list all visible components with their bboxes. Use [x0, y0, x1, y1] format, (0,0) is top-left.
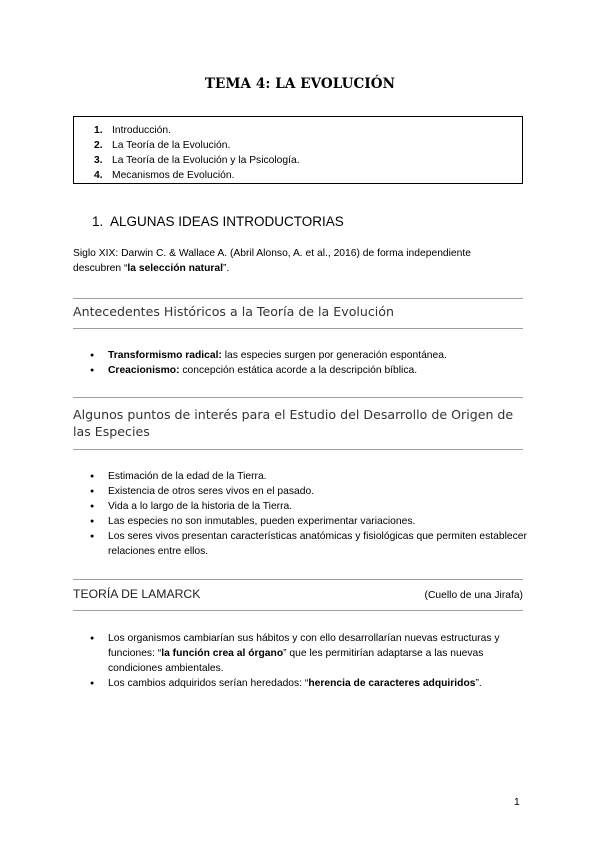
toc-label: Mecanismos de Evolución.: [112, 170, 235, 181]
toc-label: La Teoría de la Evolución y la Psicología.: [112, 155, 300, 166]
toc-label: Introducción.: [112, 125, 171, 136]
item-bold: herencia de caracteres adquiridos: [308, 678, 476, 689]
list-item: [90, 676, 530, 691]
section-title: ALGUNAS IDEAS INTRODUCTORIAS: [110, 214, 344, 229]
page-number: 1: [514, 797, 520, 808]
list-item: ● Los seres vivos presentan características anatómicas y fisiológicas que permiten establecer relaciones entre ellos.: [90, 529, 530, 559]
divider: [73, 449, 523, 450]
divider: [73, 298, 523, 299]
toc-item: [94, 123, 522, 138]
lamarck-list: [90, 631, 530, 691]
item-text: Los cambios adquiridos serían heredados: “: [108, 678, 309, 689]
puntos-list: [90, 469, 530, 559]
divider: [73, 397, 523, 398]
document-title: TEMA 4: LA EVOLUCIÓN: [204, 76, 396, 92]
list-item: ● Las especies no son inmutables, pueden experimentar variaciones.: [90, 514, 530, 529]
list-item: ● Estimación de la edad de la Tierra.: [90, 469, 530, 484]
divider: [73, 328, 523, 329]
list-item: ● Vida a lo largo de la historia de la Tierra.: [90, 499, 530, 514]
intro-bold: la selección natural: [127, 263, 223, 274]
lamarck-heading: TEORÍA DE LAMARCK: [73, 587, 201, 601]
item-text: ”.: [475, 678, 482, 689]
antecedentes-heading: Antecedentes Históricos a la Teoría de la Evolución: [73, 304, 394, 319]
section-heading: [92, 214, 344, 229]
lamarck-note: (Cuello de una Jirafa): [424, 590, 523, 601]
item-text: las especies surgen por generación espontánea.: [221, 350, 447, 361]
section-number: 1.: [92, 214, 104, 229]
toc-number: 3.: [94, 155, 103, 166]
list-item: ● Existencia de otros seres vivos en el pasado.: [90, 484, 530, 499]
intro-line: [73, 261, 523, 276]
item-bold: la función crea al órgano: [161, 648, 284, 659]
intro-line: Siglo XIX: Darwin C. & Wallace A. (Abril Alonso, A. et al., 2016) de forma independiente: [73, 248, 471, 259]
intro-text: descubren “: [73, 263, 128, 274]
divider: [73, 610, 523, 611]
toc-item: [94, 168, 522, 183]
toc-number: 4.: [94, 170, 103, 181]
item-bold: Transformismo radical:: [108, 350, 222, 361]
item-bold: Creacionismo:: [108, 365, 180, 376]
item-text: ” que les permitirían adaptarse a las nuevas condiciones ambientales.: [108, 648, 484, 674]
item-text: concepción estática acorde a la descripción bíblica.: [179, 365, 418, 376]
toc-number: 1.: [94, 125, 103, 136]
toc-label: La Teoría de la Evolución.: [112, 140, 231, 151]
list-item: [90, 631, 530, 676]
table-of-contents: [73, 116, 523, 184]
toc-item: [94, 138, 522, 153]
toc-item: [94, 153, 522, 168]
antecedentes-list: [90, 348, 530, 378]
intro-text: ”.: [222, 263, 230, 274]
lamarck-heading-row: [73, 587, 523, 601]
toc-number: 2.: [94, 140, 103, 151]
list-item: [90, 348, 530, 363]
list-item: [90, 363, 530, 378]
divider: [73, 579, 523, 580]
item-text: Los organismos cambiarían sus hábitos y con ello desarrollarían nuevas estructuras y funciones: “: [108, 633, 500, 659]
puntos-heading: Algunos puntos de interés para el Estudio del Desarrollo de Origen de las Especies: [73, 407, 514, 439]
intro-paragraph: [73, 246, 523, 276]
